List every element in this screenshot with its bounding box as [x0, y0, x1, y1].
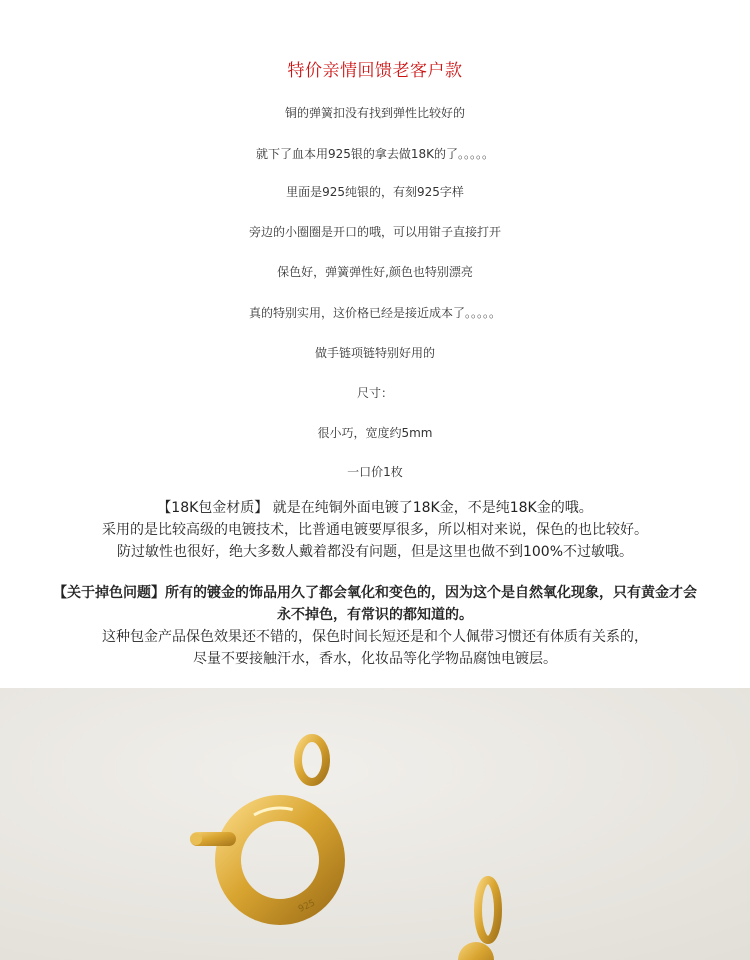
- fading-line: 这种包金产品保色效果还不错的，保色时间长短还是和个人佩带习惯还有体质有关系的，: [102, 629, 648, 645]
- material-line: 采用的是比较高级的电镀技术，比普通电镀要厚很多，所以相对来说，保色的也比较好。: [102, 522, 648, 538]
- description-line: 真的特别实用，这价格已经是接近成本了。。。。。: [248, 306, 501, 320]
- description-line: 里面是925纯银的，有刻925字样: [286, 185, 464, 199]
- product-photo: [0, 688, 750, 960]
- description-line: 铜的弹簧扣没有找到弹性比较好的: [284, 106, 465, 120]
- material-line: 防过敏性也很好，绝大多数人戴着都没有问题，但是这里也做不到100%不过敏哦。: [116, 544, 634, 560]
- description-line: 就下了血本用925银的拿去做18K的了。。。。。: [255, 147, 495, 161]
- description-line: 很小巧，宽度约5mm: [317, 426, 433, 440]
- clasp-illustration: [0, 688, 750, 960]
- description-line: 旁边的小圈圈是开口的哦，可以用钳子直接打开: [248, 225, 501, 239]
- engraving-text: 925: [297, 898, 317, 915]
- fading-line: 尽量不要接触汗水，香水，化妆品等化学物品腐蚀电镀层。: [193, 651, 557, 667]
- description-line: 一口价1枚: [347, 465, 403, 479]
- page-title: 特价亲情回馈老客户款: [287, 61, 463, 81]
- material-section: [0, 497, 750, 563]
- fading-line: 【关于掉色问题】所有的镀金的饰品用久了都会氧化和变色的，因为这个是自然氧化现象，只有黄金才会: [53, 585, 697, 601]
- fading-section: [0, 582, 750, 670]
- description-line: 保色好，弹簧弹性好,颜色也特别漂亮: [277, 265, 473, 279]
- fading-line: 永不掉色，有常识的都知道的。: [277, 607, 473, 623]
- description-line: 做手链项链特别好用的: [314, 346, 435, 360]
- material-line: 【18K包金材质】 就是在纯铜外面电镀了18K金，不是纯18K金的哦。: [157, 500, 593, 516]
- description-line: 尺寸：: [356, 386, 393, 400]
